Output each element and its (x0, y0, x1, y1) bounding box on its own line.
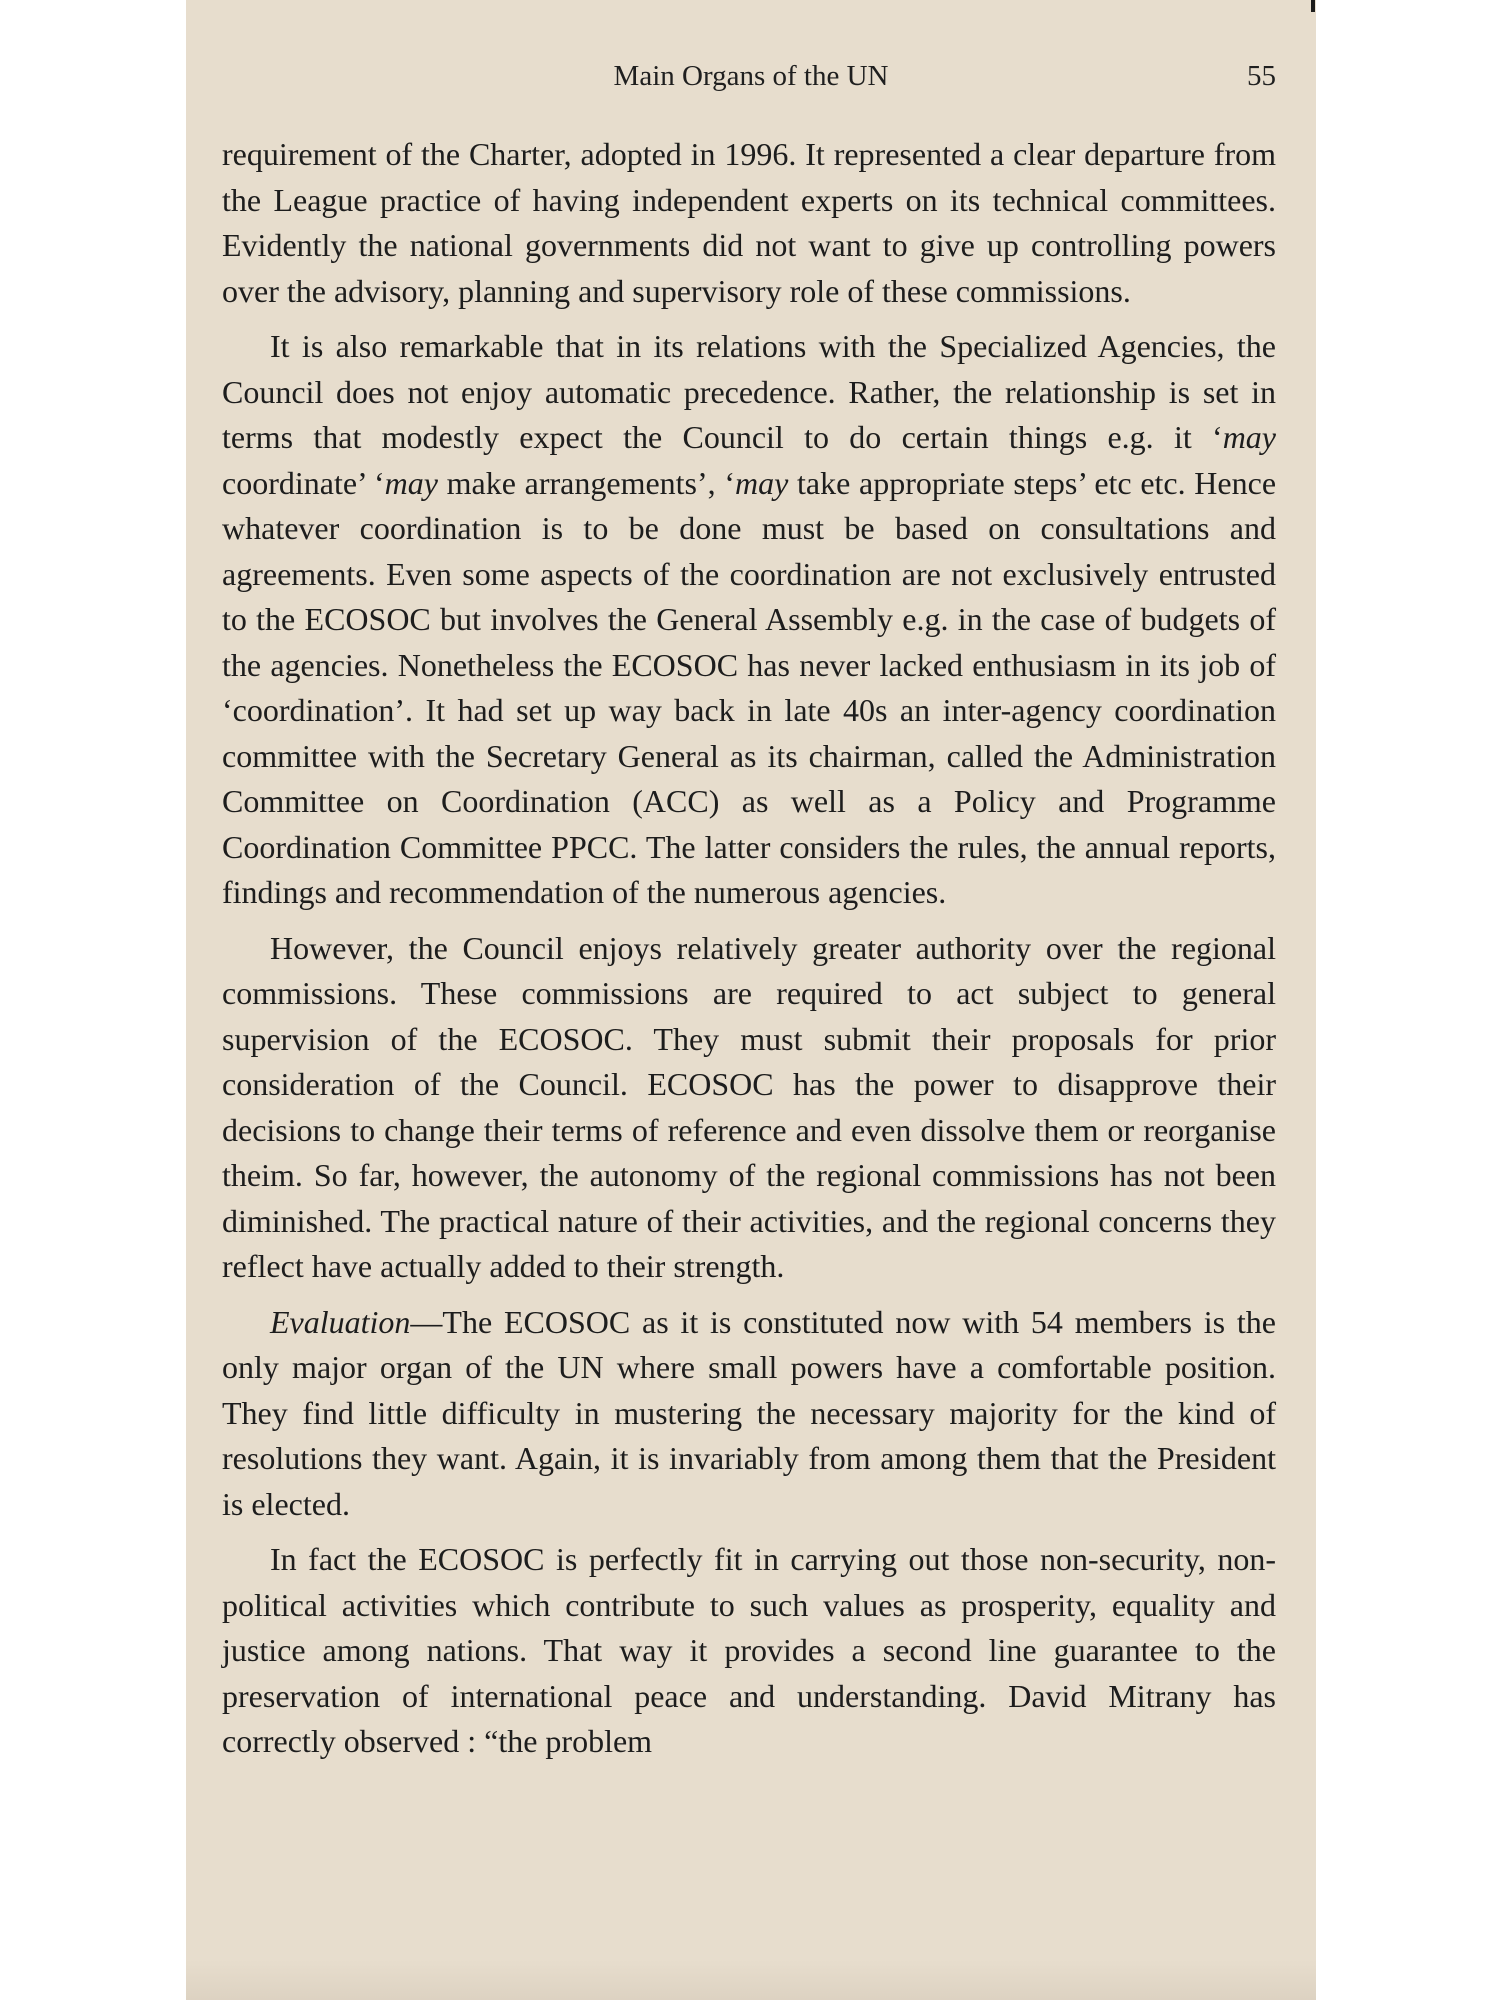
page-edge-mark (1311, 0, 1315, 12)
body-text (222, 132, 1276, 1775)
paragraph-continued: requirement of the Charter, adopted in 1996. It represented a clear departure from the League practice of having independent experts on its technical committees. Evidently the national governments did not want to give up controlling powers over the advisory, planning and supervisory role of these commissions. (222, 136, 1276, 309)
paragraph-evaluation: Evaluation—The ECOSOC as it is constituted now with 54 members is the only major organ of the UN where small powers have a comfortable position. They find little difficulty in mustering the necessary majority for the kind of resolutions they want. Again, it is invariably from among them that the President is elected. (222, 1303, 1276, 1522)
running-title: Main Organs of the UN (613, 60, 889, 92)
page-header (186, 56, 1316, 100)
paragraph-specialized-agencies: It is also remarkable that in its relations with the Specialized Agencies, the Council does not enjoy automatic precedence. Rather, the relationship is set in terms that modestly expect the Council to do certain things e.g. it ‘may coordinate’ ‘may make arrangements’, ‘may take appropriate steps’ etc etc. Hence whatever coordination is to be done must be based on consultations and agreements. Even some aspects of the coordination are not exclusively entrusted to the ECOSOC but involves the General Assembly e.g. in the case of budgets of the agencies. Nonetheless the ECOSOC has never lacked enthusiasm in its job of ‘coordination’. It had set up way back in late 40s an inter-agency coordination committee with the Secretary General as its chairman, called the Administration Committee on Coordination (ACC) as well as a Policy and Programme Coordination Committee PPCC. The latter considers the rules, the annual reports, findings and recommendation of the numerous agencies. (222, 328, 1277, 910)
page-number: 55 (1247, 60, 1276, 92)
paragraph-regional-commissions: However, the Council enjoys relatively greater authority over the regional commissions. These commissions are required to act subject to general supervision of the ECOSOC. They must submit their proposals for prior consideration of the Council. ECOSOC has the power to disapprove their decisions to change their terms of reference and even dissolve them or reorganise theim. So far, however, the autonomy of the regional commissions has not been diminished. The practical nature of their activities, and the regional concerns they reflect have actually added to their strength. (222, 929, 1276, 1284)
bottom-shadow (186, 1960, 1316, 2000)
scanned-page (186, 0, 1316, 2000)
paragraph-ecosoc-fit: In fact the ECOSOC is perfectly fit in carrying out those non-security, non-political activities which contribute to such values as prosperity, equality and justice among nations. That way it provides a second line guarantee to the preservation of international peace and understanding. David Mitrany has correctly observed : “the problem (222, 1541, 1276, 1759)
